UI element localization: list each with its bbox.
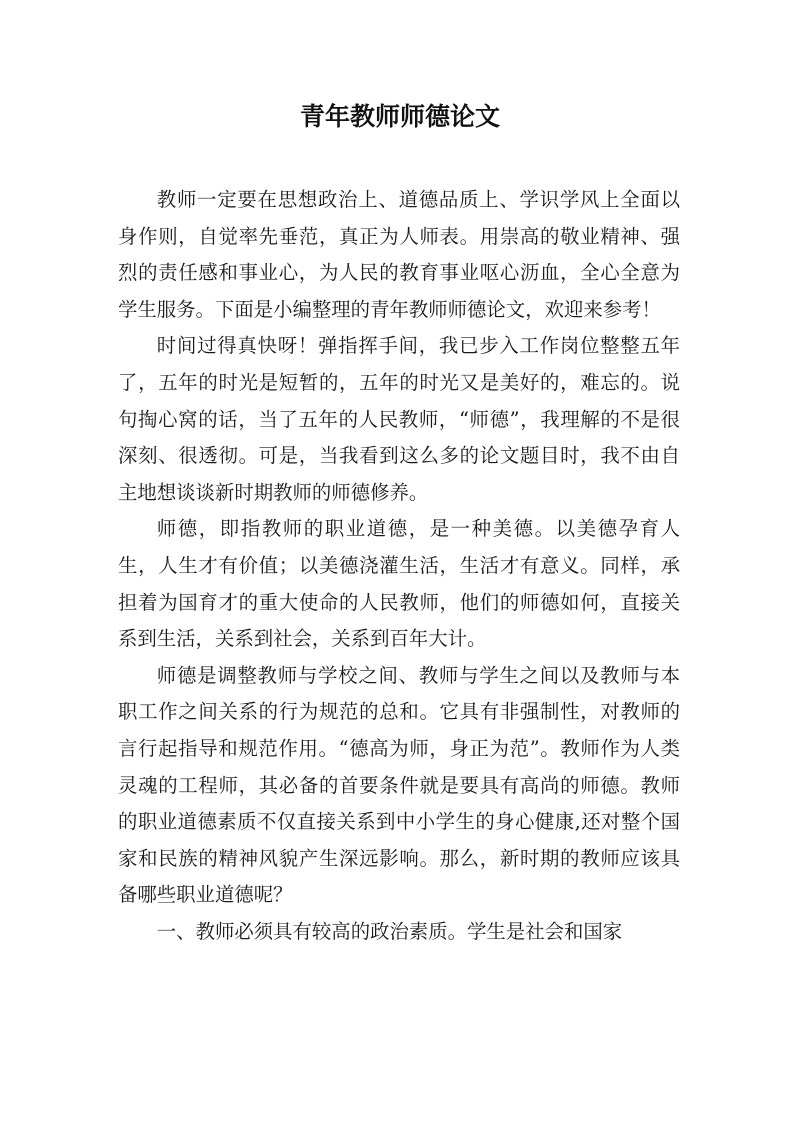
paragraph-intro: 教师一定要在思想政治上、道德品质上、学识学风上全面以身作则，自觉率先垂范，真正为人师表。用崇高的敬业精神、强烈的责任感和事业心，为人民的教育事业呕心沥血，全心全意为学生服务。下面是小编整理的青年教师师德论文，欢迎来参考！	[118, 188, 680, 321]
paragraph-political-quality: 一、教师必须具有较高的政治素质。学生是社会和国家	[156, 919, 623, 943]
paragraph-definition: 师德，即指教师的职业道德，是一种美德。以美德孕育人生，人生才有价值；以美德浇灌生活，生活才有意义。同样，承担着为国育才的重大使命的人民教师，他们的师德如何，直接关系到生活，关系到社会，关系到百年大计。	[118, 517, 680, 651]
paragraph-five-years: 时间过得真快呀！弹指挥手间，我已步入工作岗位整整五年了，五年的时光是短暂的，五年的时光又是美好的，难忘的。说句掏心窝的话，当了五年的人民教师，“师德”，我理解的不是很深刻、很透彻。可是，当我看到这么多的论文题目时，我不由自主地想谈谈新时期教师的师德修养。	[118, 334, 680, 504]
document-body	[118, 182, 680, 950]
document-title: 青年教师师德论文	[299, 102, 500, 131]
paragraph-norms: 师德是调整教师与学校之间、教师与学生之间以及教师与本职工作之间关系的行为规范的总和。它具有非强制性，对教师的言行起指导和规范作用。“德高为师，身正为范”。教师作为人类灵魂的工程师，其必备的首要条件就是要具有高尚的师德。教师的职业道德素质不仅直接关系到中小学生的身心健康,还对整个国家和民族的精神风貌产生深远影响。那么，新时期的教师应该具备哪些职业道德呢？	[118, 663, 680, 907]
